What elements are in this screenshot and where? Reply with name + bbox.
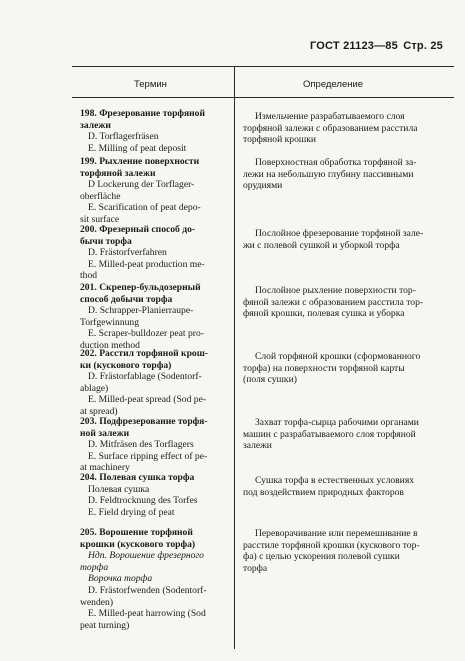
column-header-term: Термин bbox=[134, 79, 167, 90]
definition-204: Сушка торфа в естественных условиях под воздействием природных факторов bbox=[243, 475, 415, 498]
table-header-rule bbox=[72, 97, 454, 98]
table-top-rule bbox=[72, 66, 454, 67]
page-number: Стр. 25 bbox=[403, 40, 443, 52]
definition-199: Поверхностная обработка торфяной за- лежи на небольшую глубину пассивными орудиями bbox=[243, 157, 417, 192]
term-200: 200. Фрезерный способ до- бычи торфа D. Frästorfverfahren E. Milled-peat production me- thod bbox=[80, 224, 205, 282]
definition-205: Переворачивание или перемешивание в расстиле торфяной крошки (кускового тор- фа) с целью ускорения полевой сушки торфа bbox=[243, 528, 420, 574]
definition-203: Захват торфа-сырца рабочими органами машин с разрабатываемого слоя торфяной залежи bbox=[243, 417, 419, 452]
term-204: 204. Полевая сушка торфа Полевая сушка D. Feldtrocknung des Torfes E. Field drying of peat bbox=[80, 472, 198, 518]
column-divider bbox=[234, 66, 235, 649]
term-198: 198. Фрезерование торфяной залежи D. Torflagerfräsen E. Milling of peat deposit bbox=[80, 108, 205, 154]
term-205: 205. Ворошение торфяной крошки (кускового торфа) Ндп. Ворошение фрезерного торфа Ворочка торфа D. Frästorfwenden (Sodentorf- wenden) E. Milled-peat harrowing (Sod peat turning) bbox=[80, 527, 207, 631]
page-header bbox=[310, 40, 443, 52]
column-header-definition: Определение bbox=[303, 79, 364, 90]
definition-202: Слой торфяной крошки (сформованного торфа) на поверхности торфяной карты (поля сушки) bbox=[243, 351, 421, 386]
term-202: 202. Расстил торфяной крош- ки (кускового торфа) D. Frästorfablage (Sodentorf- ablage) E. Milled-peat spread (Sod pe- at spread) bbox=[80, 348, 209, 417]
standard-number: ГОСТ 21123—85 bbox=[310, 40, 398, 52]
term-201: 201. Скрепер-бульдозерный способ добычи торфа D. Schrapper-Planierraupe- Torfgewinnung E. Scraper-bulldozer peat pro- duction method bbox=[80, 282, 204, 351]
term-203: 203. Подфрезерование торфя- ной залежи D. Mitfräsen des Torflagers E. Surface ripping effect of pe- at machinery bbox=[80, 416, 208, 474]
definition-200: Послойное фрезерование торфяной зале- жи с полевой сушкой и уборкой торфа bbox=[243, 228, 424, 251]
term-199: 199. Рыхление поверхности торфяной залежи D Lockerung der Torflager- oberfläche E. Scarification of peat depo- sit surface bbox=[80, 156, 201, 225]
definition-198: Измельчение разрабатываемого слоя торфяной залежи с образованием расстила торфяной крошки bbox=[243, 111, 418, 146]
definition-201: Послойное рыхление поверхности тор- фяной залежи с образованием расстила тор- фяной крошки, полевая сушка и уборка bbox=[243, 285, 424, 320]
